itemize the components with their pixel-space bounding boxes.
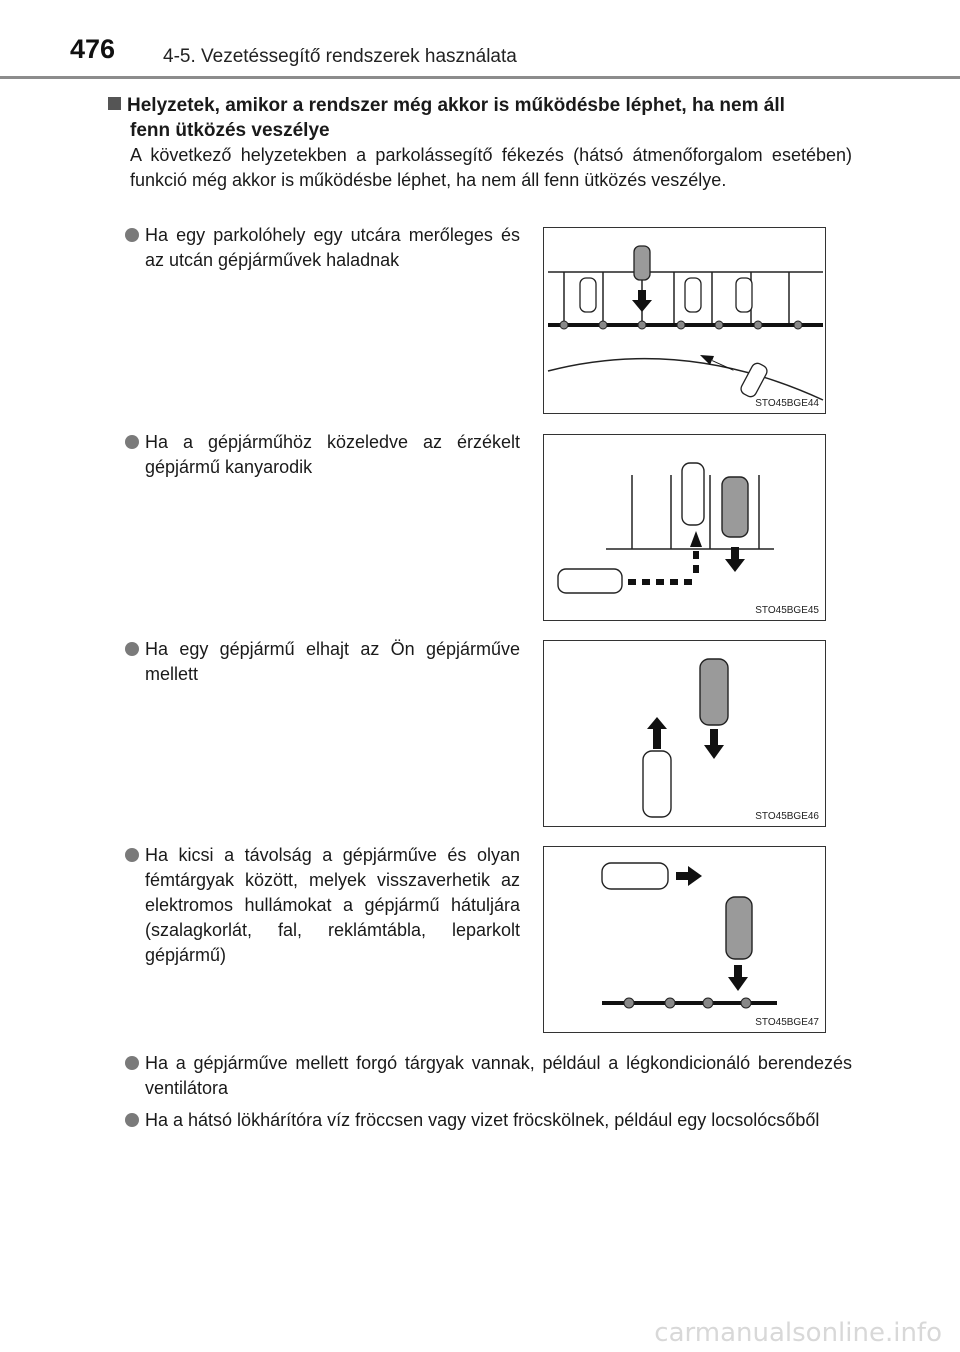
bullet-item: [125, 637, 520, 687]
section-heading-line2: fenn ütközés veszélye: [130, 120, 330, 141]
metal-objects-illustration: [544, 847, 826, 1033]
page-header: [0, 0, 960, 80]
bullet-text: Ha egy parkolóhely egy utcára merőleges és az utcán gépjárművek haladnak: [145, 225, 520, 270]
bullet-dot-icon: [125, 848, 139, 862]
turning-illustration: [544, 435, 826, 621]
chapter-title: 4-5. Vezetéssegítő rendszerek használata: [163, 46, 517, 67]
bullet-dot-icon: [125, 642, 139, 656]
bullet-text: Ha egy gépjármű elhajt az Ön gépjárműve mellett: [145, 639, 520, 684]
figure-code: STO45BGE47: [755, 1017, 819, 1028]
figure-perpendicular-parking: [543, 227, 826, 414]
passing-illustration: [544, 641, 826, 827]
figure-passing-vehicle: [543, 640, 826, 827]
bullet-dot-icon: [125, 1113, 139, 1127]
figure-turning-vehicle: [543, 434, 826, 621]
bullet-text: Ha a gépjárműve mellett forgó tárgyak vannak, például a légkondicionáló berendezés ventilátora: [145, 1053, 852, 1098]
square-bullet-icon: [108, 97, 121, 110]
page-number: 476: [70, 34, 116, 64]
bullet-item: [125, 1108, 852, 1133]
bullet-item: [125, 430, 520, 480]
intro-paragraph: A következő helyzetekben a parkolássegítő fékezés (hátsó átmenőforgalom esetében) funkció még akkor is működésbe léphet, ha nem áll fenn ütközés veszélye.: [130, 145, 852, 190]
section-heading: [108, 93, 868, 143]
figure-code: STO45BGE46: [755, 811, 819, 822]
figure-metal-objects: [543, 846, 826, 1033]
section-heading-line1: Helyzetek, amikor a rendszer még akkor is működésbe léphet, ha nem áll: [127, 95, 785, 116]
bullet-text: Ha kicsi a távolság a gépjárműve és olyan fémtárgyak között, melyek visszaverhetik az elektromos hullámokat a gépjármű hátuljára (szalagkorlát, fal, reklámtábla, leparkolt gépjármű): [145, 845, 520, 965]
figure-code: STO45BGE45: [755, 605, 819, 616]
bullet-item: [125, 1051, 852, 1101]
bullet-dot-icon: [125, 435, 139, 449]
bullet-text: Ha a hátsó lökhárítóra víz fröccsen vagy vizet fröcskölnek, például egy locsolócsőből: [145, 1110, 820, 1130]
header-divider: [0, 76, 960, 79]
bullet-text: Ha a gépjárműhöz közeledve az érzékelt gépjármű kanyarodik: [145, 432, 520, 477]
bullet-item: [125, 843, 520, 968]
bullet-dot-icon: [125, 1056, 139, 1070]
bullet-item: [125, 223, 520, 273]
figure-code: STO45BGE44: [755, 398, 819, 409]
bullet-dot-icon: [125, 228, 139, 242]
parking-illustration: [544, 228, 826, 414]
footer-watermark: carmanualsonline.info: [654, 1318, 942, 1348]
